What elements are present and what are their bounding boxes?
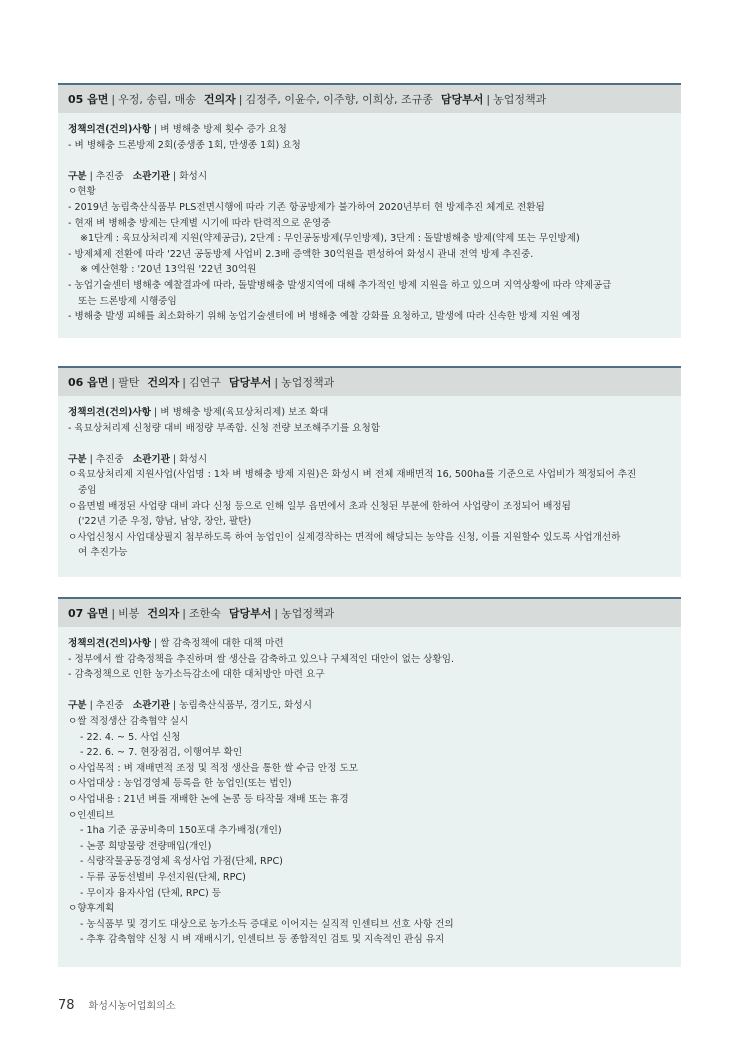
- section-header: 06 읍면 | 팔탄 건의자 | 김연구 담당부서 | 농업정책과: [58, 366, 681, 396]
- section-header: 05 읍면 | 우정, 송림, 매송 건의자 | 김정주, 이윤수, 이주향, 이희상, 조규종 담당부서 | 농업정책과: [58, 83, 681, 113]
- page-number: 78: [58, 998, 75, 1013]
- section-06: [58, 366, 681, 577]
- policy-line: 정책의견(건의)사항 | 쌀 감축정책에 대한 대책 마련: [68, 638, 284, 649]
- org-name: 화성시농어업회의소: [88, 1001, 176, 1012]
- section-07: [58, 597, 681, 967]
- section-body: 정책의견(건의)사항 | 쌀 감축정책에 대한 대책 마련 - 정부에서 쌀 감축정책을 추진하며 쌀 생산을 감축하고 있으나 구체적인 대안이 없는 상황임. - 감축정책으로 인한 농가소득감소에 대한 대처방안 마련 요구 구분 | 추진중 소관기관 | 농림축산식품부, 경기도, 화성시 ㅇ쌀 적정생산 감축협약 실시 - 22. 4. ~ 5. 사업 신청 - 22. 6. ~ 7. 현장점검, 이행여부 확인 ㅇ사업목적 : 벼 재배면적 조정 및 적정 생산을 통한 쌀 수급 안정 도모 ㅇ사업대상 : 농업경영체 등록을 한 농업인(또는 법인) ㅇ사업내용 : 21년 벼를 재배한 논에 논콩 등 타작물 재배 또는 휴경 ㅇ인센티브 - 1ha 기준 공공비축미 150포대 추가배정(개인) - 논콩 희망물량 전량매입(개인) - 식량작물공동경영체 육성사업 가점(단체, RPC) - 두류 공동선별비 우선지원(단체, RPC) - 무이자 융자사업 (단체, RPC) 등 ㅇ향후계획 - 농식품부 및 경기도 대상으로 농가소득 증대로 이어지는 실직적 인센티브 선호 사항 건의 - 추후 감축협약 신청 시 벼 재배시기, 인센티브 등 종합적인 검토 및 지속적인 관심 유지: [58, 627, 681, 948]
- section-body: 정책의견(건의)사항 | 벼 병해충 방제 횟수 증가 요청 - 벼 병해충 드론방제 2회(중생종 1회, 만생종 1회) 요청 구분 | 추진중 소관기관 | 화성시 ㅇ현황 - 2019년 농림축산식품부 PLS전면시행에 따라 기존 항공방제가 불가하여 2020년부터 현 방제추진 체계로 전환됨 - 현재 벼 병해충 방제는 단계별 시기에 따라 탄력적으로 운영중 ※1단계 : 육묘상처리제 지원(약제공급), 2단계 : 무인공동방제(무인방제), 3단계 : 돌발병해충 방제(약제 또는 무인방제) - 방제체제 전환에 따라 '22년 공동방제 사업비 2.3배 증액한 30억원을 편성하여 화성시 관내 전역 방제 추진중. ※ 예산현황 : '20년 13억원 '22년 30억원 - 농업기술센터 병해충 예찰결과에 따라, 돌발병해충 발생지역에 대해 추가적인 방제 지원을 하고 있으며 지역상황에 따라 약제공급 또는 드론방제 시행중임 - 병해충 발생 피해를 최소화하기 위해 농업기술센터에 벼 병해충 예찰 강화를 요청하고, 발생에 따라 신속한 방제 지원 예정: [58, 113, 681, 325]
- section-header: 07 읍면 | 비봉 건의자 | 조한숙 담당부서 | 농업정책과: [58, 597, 681, 627]
- status-line: 구분 | 추진중 소관기관 | 화성시: [68, 170, 208, 182]
- status-line: 구분 | 추진중 소관기관 | 농림축산식품부, 경기도, 화성시: [68, 700, 312, 712]
- status-line: 구분 | 추진중 소관기관 | 화성시: [68, 453, 208, 465]
- section-body: 정책의견(건의)사항 | 벼 병해충 방제(육묘상처리제) 보조 확대 - 육묘상처리제 신청량 대비 배정량 부족함. 신청 전량 보조해주기를 요청함 구분 | 추진중 소관기관 | 화성시 ㅇ육묘상처리제 지원사업(사업명 : 1차 벼 병해충 방제 지원)은 화성시 벼 전체 재배면적 16, 500ha를 기준으로 사업비가 책정되어 추진 중임 ㅇ읍면별 배정된 사업량 대비 과다 신청 등으로 인해 일부 읍면에서 초과 신청된 부분에 한하여 사업량이 조정되어 배정됨 ('22년 기준 우정, 향남, 남양, 장안, 팔탄) ㅇ사업신청시 사업대상필지 첨부하도록 하여 농업인이 실제경작하는 면적에 해당되는 농약을 신청, 이를 지원할수 있도록 사업개선하 여 추진가능: [58, 396, 681, 561]
- section-05: [58, 83, 681, 338]
- policy-line: 정책의견(건의)사항 | 벼 병해충 방제 횟수 증가 요청: [68, 124, 287, 135]
- policy-line: 정책의견(건의)사항 | 벼 병해충 방제(육묘상처리제) 보조 확대: [68, 407, 329, 418]
- page-footer: [58, 997, 176, 1013]
